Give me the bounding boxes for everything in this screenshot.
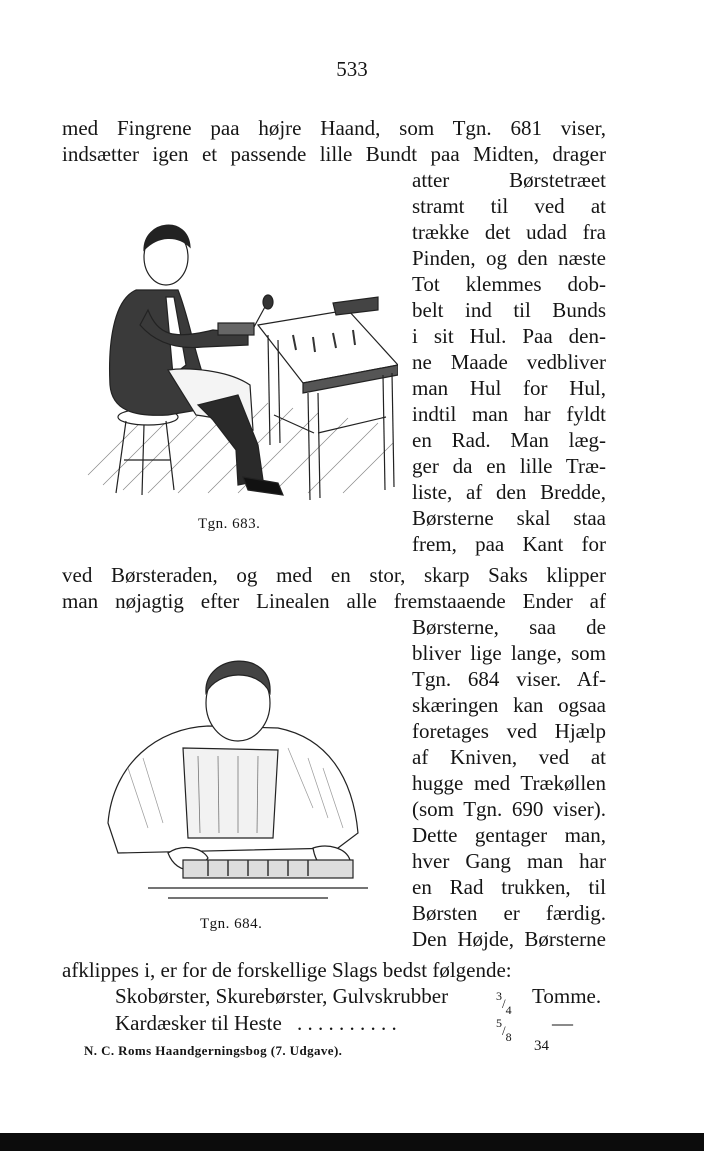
text-line: Dette gentager man, <box>412 823 606 847</box>
text-line: med Fingrene paa højre Haand, som Tgn. 681 viser, <box>62 116 606 140</box>
text-line: skæringen kan ogsaa <box>412 693 606 717</box>
table-item: Skobørster, Skurebørster, Gulvskrubber <box>115 984 449 1008</box>
fraction: $^3/_4$ <box>496 989 512 1017</box>
text-line: Børsterne, saa de <box>412 615 606 639</box>
page-number: 533 <box>336 57 368 81</box>
text-line: Børsten er færdig. <box>412 901 606 925</box>
figure-683 <box>78 205 398 505</box>
text-line: trække det udad fra <box>412 220 606 244</box>
text-line: afklippes i, er for de forskellige Slags bedst følgende: <box>62 958 512 982</box>
text-line: man Hul for Hul, <box>412 376 606 400</box>
brushmaker-at-bench-illustration <box>78 205 398 505</box>
text-line: indtil man har fyldt <box>412 402 606 426</box>
figure-caption: Tgn. 683. <box>198 516 261 532</box>
page-edge-bar <box>0 1133 704 1151</box>
text-line: foretages ved Hjælp <box>412 719 606 743</box>
text-line: indsætter igen et passende lille Bundt paa Midten, drager <box>62 142 606 166</box>
fraction-numerator: 5 <box>496 1016 502 1030</box>
fraction-denominator: 8 <box>505 1030 512 1044</box>
table-item: Kardæsker til Heste <box>115 1011 282 1035</box>
text-line: i sit Hul. Paa den- <box>412 324 606 348</box>
fraction-numerator: 3 <box>496 989 502 1003</box>
text-line: hugge med Trækøllen <box>412 771 606 795</box>
text-line: ne Maade vedbliver <box>412 350 606 374</box>
text-line: liste, af den Bredde, <box>412 480 606 504</box>
text-line: Tot klemmes dob- <box>412 272 606 296</box>
text-line: atter Børstetræet <box>412 168 606 192</box>
text-line: Børsterne skal staa <box>412 506 606 530</box>
text-line: stramt til ved at <box>412 194 606 218</box>
text-line: Pinden, og den næste <box>412 246 606 270</box>
sheet-number: 34 <box>534 1038 549 1054</box>
table-row <box>115 1010 397 1036</box>
text-line: man nøjagtig efter Linealen alle fremstaaende Ender af <box>62 589 606 613</box>
text-line: bliver lige lange, som <box>412 641 606 665</box>
footer-source: N. C. Roms Haandgerningsbog (7. Udgave). <box>84 1043 343 1058</box>
text-line: hver Gang man har <box>412 849 606 873</box>
text-line: af Kniven, ved at <box>412 745 606 769</box>
table-unit: Tomme. <box>532 984 602 1008</box>
text-line: ved Børsteraden, og med en stor, skarp Saks klipper <box>62 563 606 587</box>
table-unit: — <box>552 1011 573 1035</box>
fraction: $^5/_8$ <box>496 1016 512 1044</box>
text-line: (som Tgn. 690 viser). <box>412 797 606 821</box>
text-line: Den Højde, Børsterne <box>412 927 606 951</box>
fraction-denominator: 4 <box>505 1003 512 1017</box>
table-row <box>115 983 448 1009</box>
table-leaders: . . . . . . . . . . <box>297 1011 397 1035</box>
text-line: ger da en lille Træ- <box>412 454 606 478</box>
boy-trimming-brush-illustration <box>88 648 392 910</box>
text-line: en Rad trukken, til <box>412 875 606 899</box>
text-line: Tgn. 684 viser. Af- <box>412 667 606 691</box>
figure-684 <box>88 648 392 910</box>
figure-caption: Tgn. 684. <box>200 916 263 932</box>
text-line: frem, paa Kant for <box>412 532 606 556</box>
text-line: belt ind til Bunds <box>412 298 606 322</box>
text-line: en Rad. Man læg- <box>412 428 606 452</box>
